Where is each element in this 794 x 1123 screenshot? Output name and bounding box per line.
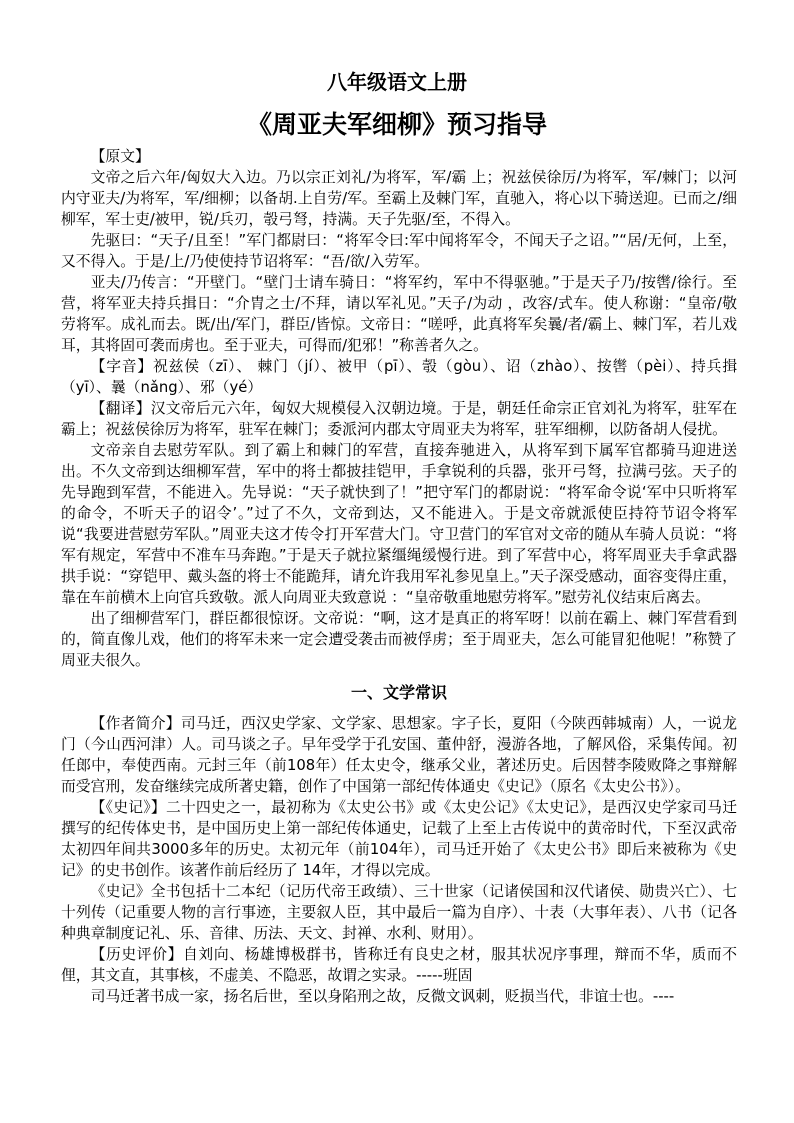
original-text-paragraph: 文帝之后六年/匈奴大入边。乃以宗正刘礼/为将军，军/霸 上；祝兹侯徐厉/为将军，军/棘门；以河内守亚夫/为将军，军/细柳；以备胡.上自劳/军。至霸上及棘门军，直驰入，将心以下骑送迎。已而之/细柳军，军士吏/被甲，锐/兵刃，彀弓弩，持满。天子先驱/至，不得入。 <box>61 169 737 228</box>
section-heading-literature: 一、文学常识 <box>350 683 447 702</box>
original-text-paragraph: 先驱曰：“天子/且至！”军门都尉曰：“将军令曰:军中闻将军令，不闻天子之诏。”“居/无何，上至，又不得入。于是/上/乃使使持节诏将军：“吾/欲/入劳军。 <box>61 232 737 270</box>
translation-paragraph: 【翻译】汉文帝后元六年，匈奴大规模侵入汉朝边境。于是，朝廷任命宗正官刘礼为将军，驻军在霸上；祝兹侯徐厉为将军，驻军在棘门；委派河内郡太守周亚夫为将军，驻军细柳，以防备胡人侵扰。 <box>61 400 737 438</box>
historical-evaluation-paragraph: 司马迁著书成一家，扬名后世，至以身陷刑之故，反微文讽刺，贬损当代，非谊士也。---- <box>90 988 675 1005</box>
grade-heading: 八年级语文上册 <box>327 70 467 94</box>
translation-paragraph: 出了细柳营军门，群臣都很惊讶。文帝说：“啊，这才是真正的将军呀！以前在霸上、棘门军营看到的，简直像儿戏，他们的将军未来一定会遭受袭击而被俘虏；至于周亚夫，怎么可能冒犯他呢！”称赞了周亚夫很久。 <box>61 610 737 669</box>
shiji-intro-paragraph: 【《史记》】二十四史之一，最初称为《太史公书》或《太史公记》《太史记》，是西汉史学家司马迁撰写的纪传体史书，是中国历史上第一部纪传体通史，记载了上至上古传说中的黄帝时代，下至汉武帝太初四年间共3000多年的历史。太初元年（前104年），司马迁开始了《太史公书》即后来被称为《史记》的史书创作。该著作前后经历了 14年，才得以完成。 <box>61 799 737 879</box>
original-text-label: 【原文】 <box>90 148 150 165</box>
pronunciation-paragraph: 【字音】祝兹侯（zī）、 棘门（jí）、被甲（pī）、彀（gòu）、诏（zhào）、按辔（pèi）、持兵揖（yī）、曩（nǎng）、邪（yé） <box>61 358 737 396</box>
shiji-structure-paragraph: 《史记》全书包括十二本纪（记历代帝王政绩）、三十世家（记诸侯国和汉代诸侯、勋贵兴亡）、七十列传（记重要人物的言行事迹，主要叙人臣，其中最后一篇为自序）、十表（大事年表）、八书（记各种典章制度记礼、乐、音律、历法、天文、封禅、水利、财用）。 <box>61 883 737 942</box>
document-body <box>61 146 737 1007</box>
author-intro-paragraph: 【作者简介】司马迁，西汉史学家、文学家、思想家。字子长，夏阳（今陕西韩城南）人，一说龙门（今山西河津）人。司马谈之子。早年受学于孔安国、董仲舒，漫游各地，了解风俗，采集传闻。初任郎中，奉使西南。元封三年（前108年）任太史令，继承父业，著述历史。后因替李陵败降之事辩解而受宫刑，发奋继续完成所著史籍，创作了中国第一部纪传体通史《史记》（原名《太史公书》）。 <box>61 715 737 795</box>
original-text-paragraph: 亚夫/乃传言：“开壁门。“壁门士请车骑日：“将军约，军中不得驱驰。”于是天子乃/按辔/徐行。至营，将军亚夫持兵揖日：“介胄之士/不拜，请以军礼见。”天子/为动 ，改容/式车。使人称谢：“皇帝/敬劳将军。成礼而去。既/出/军门，群臣/皆惊。文帝日：“嗟呼，此真将军矣曩/者/霸上、棘门军，若儿戏耳，其将固可袭而虏也。至于亚夫，可得而/犯邪！”称善者久之。 <box>61 274 737 354</box>
historical-evaluation-paragraph: 【历史评价】自刘向、杨雄博极群书，皆称迁有良史之材，服其状况序事理，辩而不华，质而不俚，其文直，其事核，不虚美、不隐恶，故谓之实录。-----班固 <box>61 946 737 984</box>
page-title: 《周亚夫军细柳》预习指导 <box>246 110 547 139</box>
translation-paragraph: 文帝亲自去慰劳军队。到了霸上和棘门的军营，直接奔驰进入，从将军到下属军官都骑马迎进送出。不久文帝到达细柳军营，军中的将士都披挂铠甲，手拿锐利的兵器，张开弓弩，拉满弓弦。天子的先导跑到军营，不能进入。先导说：“天子就快到了！”把守军门的都尉说：“将军命令说‘军中只听将军的命令，不听天子的诏令’。”过了不久，文帝到达，又不能进入。于是文帝就派使臣持符节诏令将军说“我要进营慰劳军队。”周亚夫这才传令打开军营大门。守卫营门的军官对文帝的随从车骑人员说：“将军有规定，军营中不准车马奔跑。”于是天子就拉紧缰绳缓慢行进。到了军营中心，将军周亚夫手拿武器拱手说：“穿铠甲、戴头盔的将士不能跪拜，请允许我用军礼参见皇上。”天子深受感动，面容变得庄重，靠在车前横木上向官兵致敬。派人向周亚夫致意说 ：“皇帝敬重地慰劳将军。”慰劳礼仪结束后离去。 <box>61 442 737 606</box>
